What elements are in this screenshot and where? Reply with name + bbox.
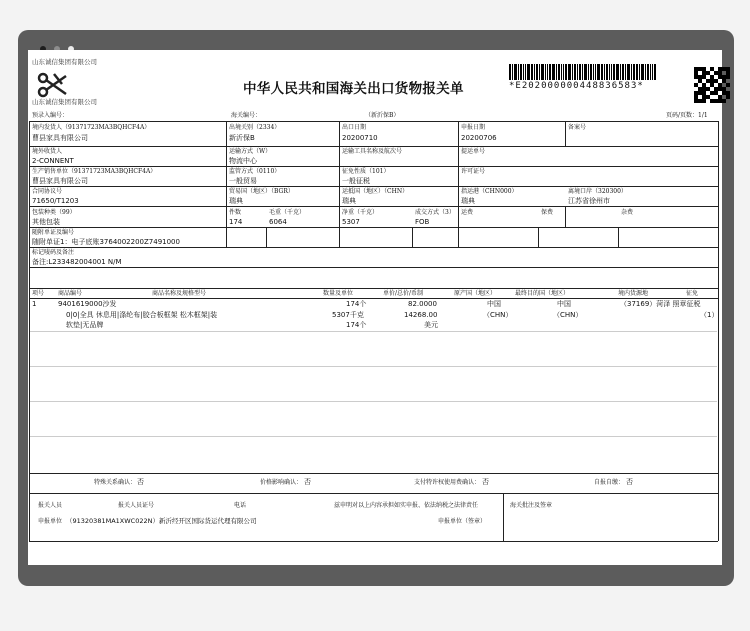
producer-value: 曹县家具有限公司 — [32, 177, 88, 185]
supervision-label: 监管方式（0110） — [229, 168, 281, 175]
arrival-country-label: 运抵国（地区）（CHN） — [342, 188, 409, 195]
table-border-line — [29, 541, 718, 542]
exit-port-label: 离境口岸（320300） — [568, 188, 627, 195]
goods-origin-code: （CHN） — [483, 311, 513, 319]
agent-label: 申报单位 — [38, 518, 63, 525]
record-no-label: 备案号 — [568, 124, 587, 131]
price-impact-label: 价格影响确认： — [260, 479, 303, 486]
goods-col-code: 商品编号 — [58, 290, 83, 297]
xinyi-tag: （新沂保B） — [365, 112, 400, 119]
goods-col-exempt: 征免 — [686, 290, 699, 297]
price-impact-value: 否 — [304, 478, 311, 486]
consignee-value: 2-CONNENT — [32, 157, 74, 165]
special-relation-label: 特殊关系确认： — [94, 479, 137, 486]
table-line — [458, 227, 459, 247]
bill-no-label: 提运单号 — [461, 148, 486, 155]
goods-unit-price: 82.0000 — [408, 300, 437, 308]
declarant-cert-label: 报关人员证号 — [118, 502, 155, 509]
table-line — [29, 267, 718, 268]
self-declare-value: 否 — [626, 478, 633, 486]
export-date-label: 出口日期 — [342, 124, 367, 131]
table-line — [226, 121, 227, 206]
package-value: 其他包装 — [32, 218, 60, 226]
attached-docs-label: 随附单证及编号 — [32, 229, 75, 236]
misc-fee-label: 杂费 — [621, 209, 634, 216]
trade-country-label: 贸易国（地区）（BGR） — [229, 188, 294, 195]
table-line — [339, 206, 340, 227]
declarant-label: 报关人员 — [38, 502, 63, 509]
goods-col-source: 境内货源地 — [618, 290, 649, 297]
barcode-text: *E202000000448836583* — [509, 81, 644, 91]
contract-value: 71650/T1203 — [32, 197, 79, 205]
declare-date-label: 申报日期 — [461, 124, 486, 131]
goods-col-price: 单价/总价/币制 — [383, 290, 424, 297]
table-line — [565, 206, 566, 227]
table-line — [226, 227, 227, 247]
table-line — [226, 206, 227, 227]
goods-col-name: 商品名称及规格型号 — [152, 290, 207, 297]
row-separator — [30, 401, 717, 402]
gross-weight-label: 毛重（千克） — [269, 209, 306, 216]
row-separator — [30, 366, 717, 367]
qr-code-icon — [694, 67, 730, 103]
insurance-label: 保费 — [541, 209, 554, 216]
marks-value: 备注:L233482004001 N/M — [32, 258, 122, 266]
table-line — [339, 121, 340, 206]
table-line — [29, 166, 718, 167]
company-top: 山东诚信集团有限公司 — [32, 58, 97, 66]
preentry-no-label: 预录入编号： — [32, 112, 69, 119]
goods-spec-line1: 0|0|全具 休息用|涤纶布|胶合板框架 松木框架|装 — [66, 311, 218, 319]
package-label: 包装种类（99） — [32, 209, 76, 216]
table-line — [266, 227, 267, 247]
declaration-document — [28, 50, 722, 565]
goods-col-destination: 最终目的国（地区） — [515, 290, 570, 297]
table-line — [29, 186, 718, 187]
goods-code: 9401619000沙发 — [58, 300, 117, 308]
goods-origin: 中国 — [487, 300, 501, 308]
exemption-label: 征免性质（101） — [342, 168, 390, 175]
royalty-label: 支付特许权使用费确认： — [414, 479, 481, 486]
table-line — [29, 288, 718, 289]
table-line — [29, 493, 718, 494]
barcode — [509, 64, 657, 80]
freight-label: 运费 — [461, 209, 474, 216]
trade-country-value: 瑞典 — [229, 197, 243, 205]
deal-mode-value: FOB — [415, 218, 430, 226]
net-weight-label: 净重（千克） — [342, 209, 379, 216]
agent-value: （91320381MA1XWC022N）新沂经开区国际货运代理有限公司 — [66, 517, 257, 525]
net-weight-value: 5307 — [342, 218, 360, 226]
page-number: 页码/页数：1/1 — [666, 112, 708, 119]
exit-customs-value: 新沂保B — [229, 134, 255, 142]
goods-qty-3: 174个 — [346, 321, 367, 329]
table-line — [29, 146, 718, 147]
table-line — [29, 298, 718, 299]
customs-remark-label: 海关批注及签章 — [510, 502, 553, 509]
pieces-value: 174 — [229, 218, 243, 226]
table-line — [538, 227, 539, 247]
producer-label: 生产销售单位（91371723MA3BQHCF4A） — [32, 168, 157, 175]
table-line — [412, 227, 413, 247]
table-line — [339, 227, 340, 247]
goods-col-origin: 原产国（地区） — [454, 290, 497, 297]
goods-no: 1 — [32, 300, 37, 308]
table-line — [458, 121, 459, 206]
dest-port-value: 瑞典 — [461, 197, 475, 205]
exit-port-value: 江苏省徐州市 — [568, 197, 610, 205]
transport-mode-label: 运输方式（W） — [229, 148, 272, 155]
gross-weight-value: 6064 — [269, 218, 287, 226]
vehicle-label: 运输工具名称及航次号 — [342, 148, 403, 155]
marks-label: 标记唛码及备注 — [32, 249, 75, 256]
table-border-line — [718, 121, 719, 541]
transport-mode-value: 物流中心 — [229, 157, 257, 165]
legal-statement: 兹申明对以上内容承担如实申报、依法纳税之法律责任 — [334, 502, 479, 509]
goods-spec-line2: 软垫|无品牌 — [66, 321, 104, 329]
attached-docs-value: 随附单证1：电子底账3764002200Z7491000 — [32, 238, 180, 246]
supervision-value: 一般贸易 — [229, 177, 257, 185]
consignee-label: 境外收货人 — [32, 148, 63, 155]
phone-label: 电话 — [234, 502, 247, 509]
goods-qty-2: 5307千克 — [332, 311, 364, 319]
row-separator — [30, 331, 717, 332]
arrival-country-value: 瑞典 — [342, 197, 356, 205]
shipper-label: 境内发货人（91371723MA3BQHCF4A） — [32, 124, 151, 131]
table-line — [29, 473, 718, 474]
company-stamp: 山东诚信集团有限公司 — [32, 98, 97, 106]
goods-destination: 中国 — [557, 300, 571, 308]
row-separator — [30, 436, 717, 437]
export-date-value: 20200710 — [342, 134, 378, 142]
customs-no-label: 海关编号： — [231, 112, 262, 119]
dest-port-label: 指运港（CHN000） — [461, 188, 518, 195]
royalty-value: 否 — [482, 478, 489, 486]
exit-customs-label: 出境关别（2334） — [229, 124, 281, 131]
table-line — [29, 227, 718, 228]
exemption-value: 一般征税 — [342, 177, 370, 185]
window-bottom-bar — [18, 571, 734, 585]
declare-date-value: 20200706 — [461, 134, 497, 142]
scissors-stamp-icon — [36, 70, 70, 100]
goods-qty-1: 174个 — [346, 300, 367, 308]
table-line — [565, 121, 566, 146]
goods-destination-code: （CHN） — [553, 311, 583, 319]
special-relation-value: 否 — [137, 478, 144, 486]
goods-currency: 美元 — [424, 321, 438, 329]
shipper-value: 曹县家具有限公司 — [32, 134, 88, 142]
license-label: 许可证号 — [461, 168, 486, 175]
page-title: 中华人民共和国海关出口货物报关单 — [243, 81, 464, 97]
pieces-label: 件数 — [229, 209, 242, 216]
goods-col-qty: 数量及单位 — [323, 290, 354, 297]
table-line — [458, 206, 459, 227]
goods-source: （37169）菏泽 照章征税 — [620, 300, 701, 308]
agent-seal-label: 申报单位（签章） — [438, 518, 487, 525]
table-border-line — [29, 121, 718, 122]
contract-label: 合同协议号 — [32, 188, 63, 195]
table-line — [29, 247, 718, 248]
table-line — [29, 206, 718, 207]
table-line — [503, 493, 504, 541]
deal-mode-label: 成交方式（3） — [415, 209, 455, 216]
table-line — [618, 227, 619, 247]
goods-exempt: （1） — [700, 311, 719, 319]
self-declare-label: 自报自缴： — [594, 479, 625, 486]
goods-col-no: 项号 — [32, 290, 45, 297]
goods-total-price: 14268.00 — [404, 311, 438, 319]
